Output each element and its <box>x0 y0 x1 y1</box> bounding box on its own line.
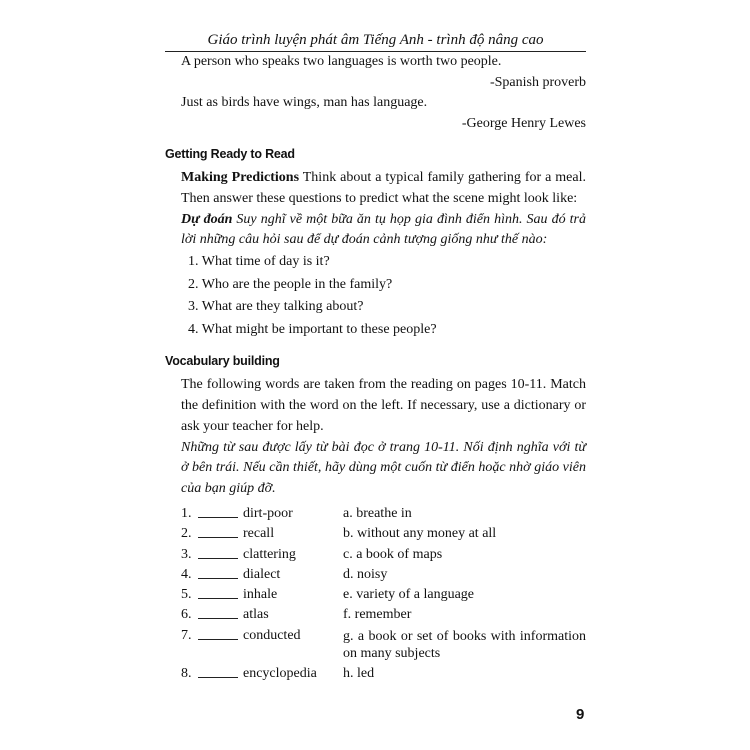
vocab-instructions-vi: Những từ sau được lấy từ bài đọc ở trang 10-11. Nối định nghĩa với từ ở bên trái. Nếu cần thiết, hãy dùng một cuốn từ điển hoặc nhờ giáo viên của bạn giúp đỡ. <box>181 439 586 497</box>
answer-blank <box>198 664 238 678</box>
lead-text: Think about a typical family gathering for a meal. Then answer these questions to predict what the scene might look like: <box>181 170 586 206</box>
question-item: 3. What are they talking about? <box>188 299 364 315</box>
predictions-paragraph <box>181 168 586 210</box>
section1-body <box>165 168 586 341</box>
vocab-row <box>181 664 586 684</box>
definition: c. a book of maps <box>343 546 443 562</box>
item-number: 7. <box>181 627 192 643</box>
answer-blank <box>198 605 238 619</box>
page-body <box>165 52 586 134</box>
section-heading: Vocabulary building <box>165 354 280 369</box>
vocab-word: inhale <box>243 587 278 603</box>
vi-text: Suy nghĩ về một bữa ăn tụ họp gia đình điển hình. Sau đó trả lời những câu hỏi sau để dự đoán cảnh tượng giống như thế nào: <box>181 211 586 248</box>
section2-body <box>165 375 586 684</box>
page-number: 9 <box>576 706 585 723</box>
item-number: 1. <box>181 505 192 521</box>
definition: d. noisy <box>343 566 388 582</box>
quote-text: A person who speaks two languages is worth two people. <box>181 54 502 69</box>
answer-blank <box>198 565 238 579</box>
definition: b. without any money at all <box>343 526 497 542</box>
definition: a. breathe in <box>343 505 412 521</box>
answer-blank <box>198 545 238 559</box>
item-number: 4. <box>181 566 192 582</box>
vocab-word: dirt-poor <box>243 505 293 521</box>
question-item: 4. What might be important to these people? <box>188 321 437 337</box>
vocab-word: conducted <box>243 627 301 643</box>
vocab-row <box>181 504 586 524</box>
item-number: 8. <box>181 665 192 681</box>
definition: h. led <box>343 665 375 681</box>
vocab-row <box>181 565 586 585</box>
page-content <box>165 31 586 684</box>
predictions-paragraph-vi <box>181 210 586 252</box>
section-heading: Getting Ready to Read <box>165 147 295 161</box>
vocab-row <box>181 524 586 544</box>
quote-author: -Spanish proverb <box>489 74 586 90</box>
item-number: 5. <box>181 587 192 603</box>
vocab-word: atlas <box>243 607 269 623</box>
question-item: 1. What time of day is it? <box>188 254 330 270</box>
vocab-word: dialect <box>243 566 281 582</box>
quote-text: Just as birds have wings, man has language. <box>181 95 428 110</box>
lead-bold: Making Predictions <box>181 170 300 185</box>
answer-blank <box>198 524 238 538</box>
definition: f. remember <box>343 607 412 623</box>
answer-blank <box>198 585 238 599</box>
running-header: Giáo trình luyện phát âm Tiếng Anh - trình độ nâng cao <box>207 32 544 48</box>
vocab-row <box>181 605 586 625</box>
vocab-row <box>181 626 586 664</box>
answer-blank <box>198 504 238 518</box>
vocab-word: encyclopedia <box>243 665 317 681</box>
vocab-word: clattering <box>243 546 296 562</box>
vocab-row <box>181 585 586 605</box>
item-number: 6. <box>181 607 192 623</box>
definition: e. variety of a language <box>343 587 474 603</box>
vocab-word: recall <box>243 526 275 542</box>
question-item: 2. Who are the people in the family? <box>188 276 393 292</box>
vocab-row <box>181 545 586 565</box>
item-number: 2. <box>181 526 192 542</box>
vi-bold: Dự đoán <box>181 211 233 227</box>
quote-author: -George Henry Lewes <box>461 115 586 131</box>
answer-blank <box>198 626 238 640</box>
definition: g. a book or set of books with information on many subjects <box>343 628 586 661</box>
vocab-list <box>181 504 586 684</box>
vocab-instructions: The following words are taken from the reading on pages 10-11. Match the definition with the word on the left. If necessary, use a dictionary or ask your teacher for help. <box>181 377 586 434</box>
item-number: 3. <box>181 546 192 562</box>
